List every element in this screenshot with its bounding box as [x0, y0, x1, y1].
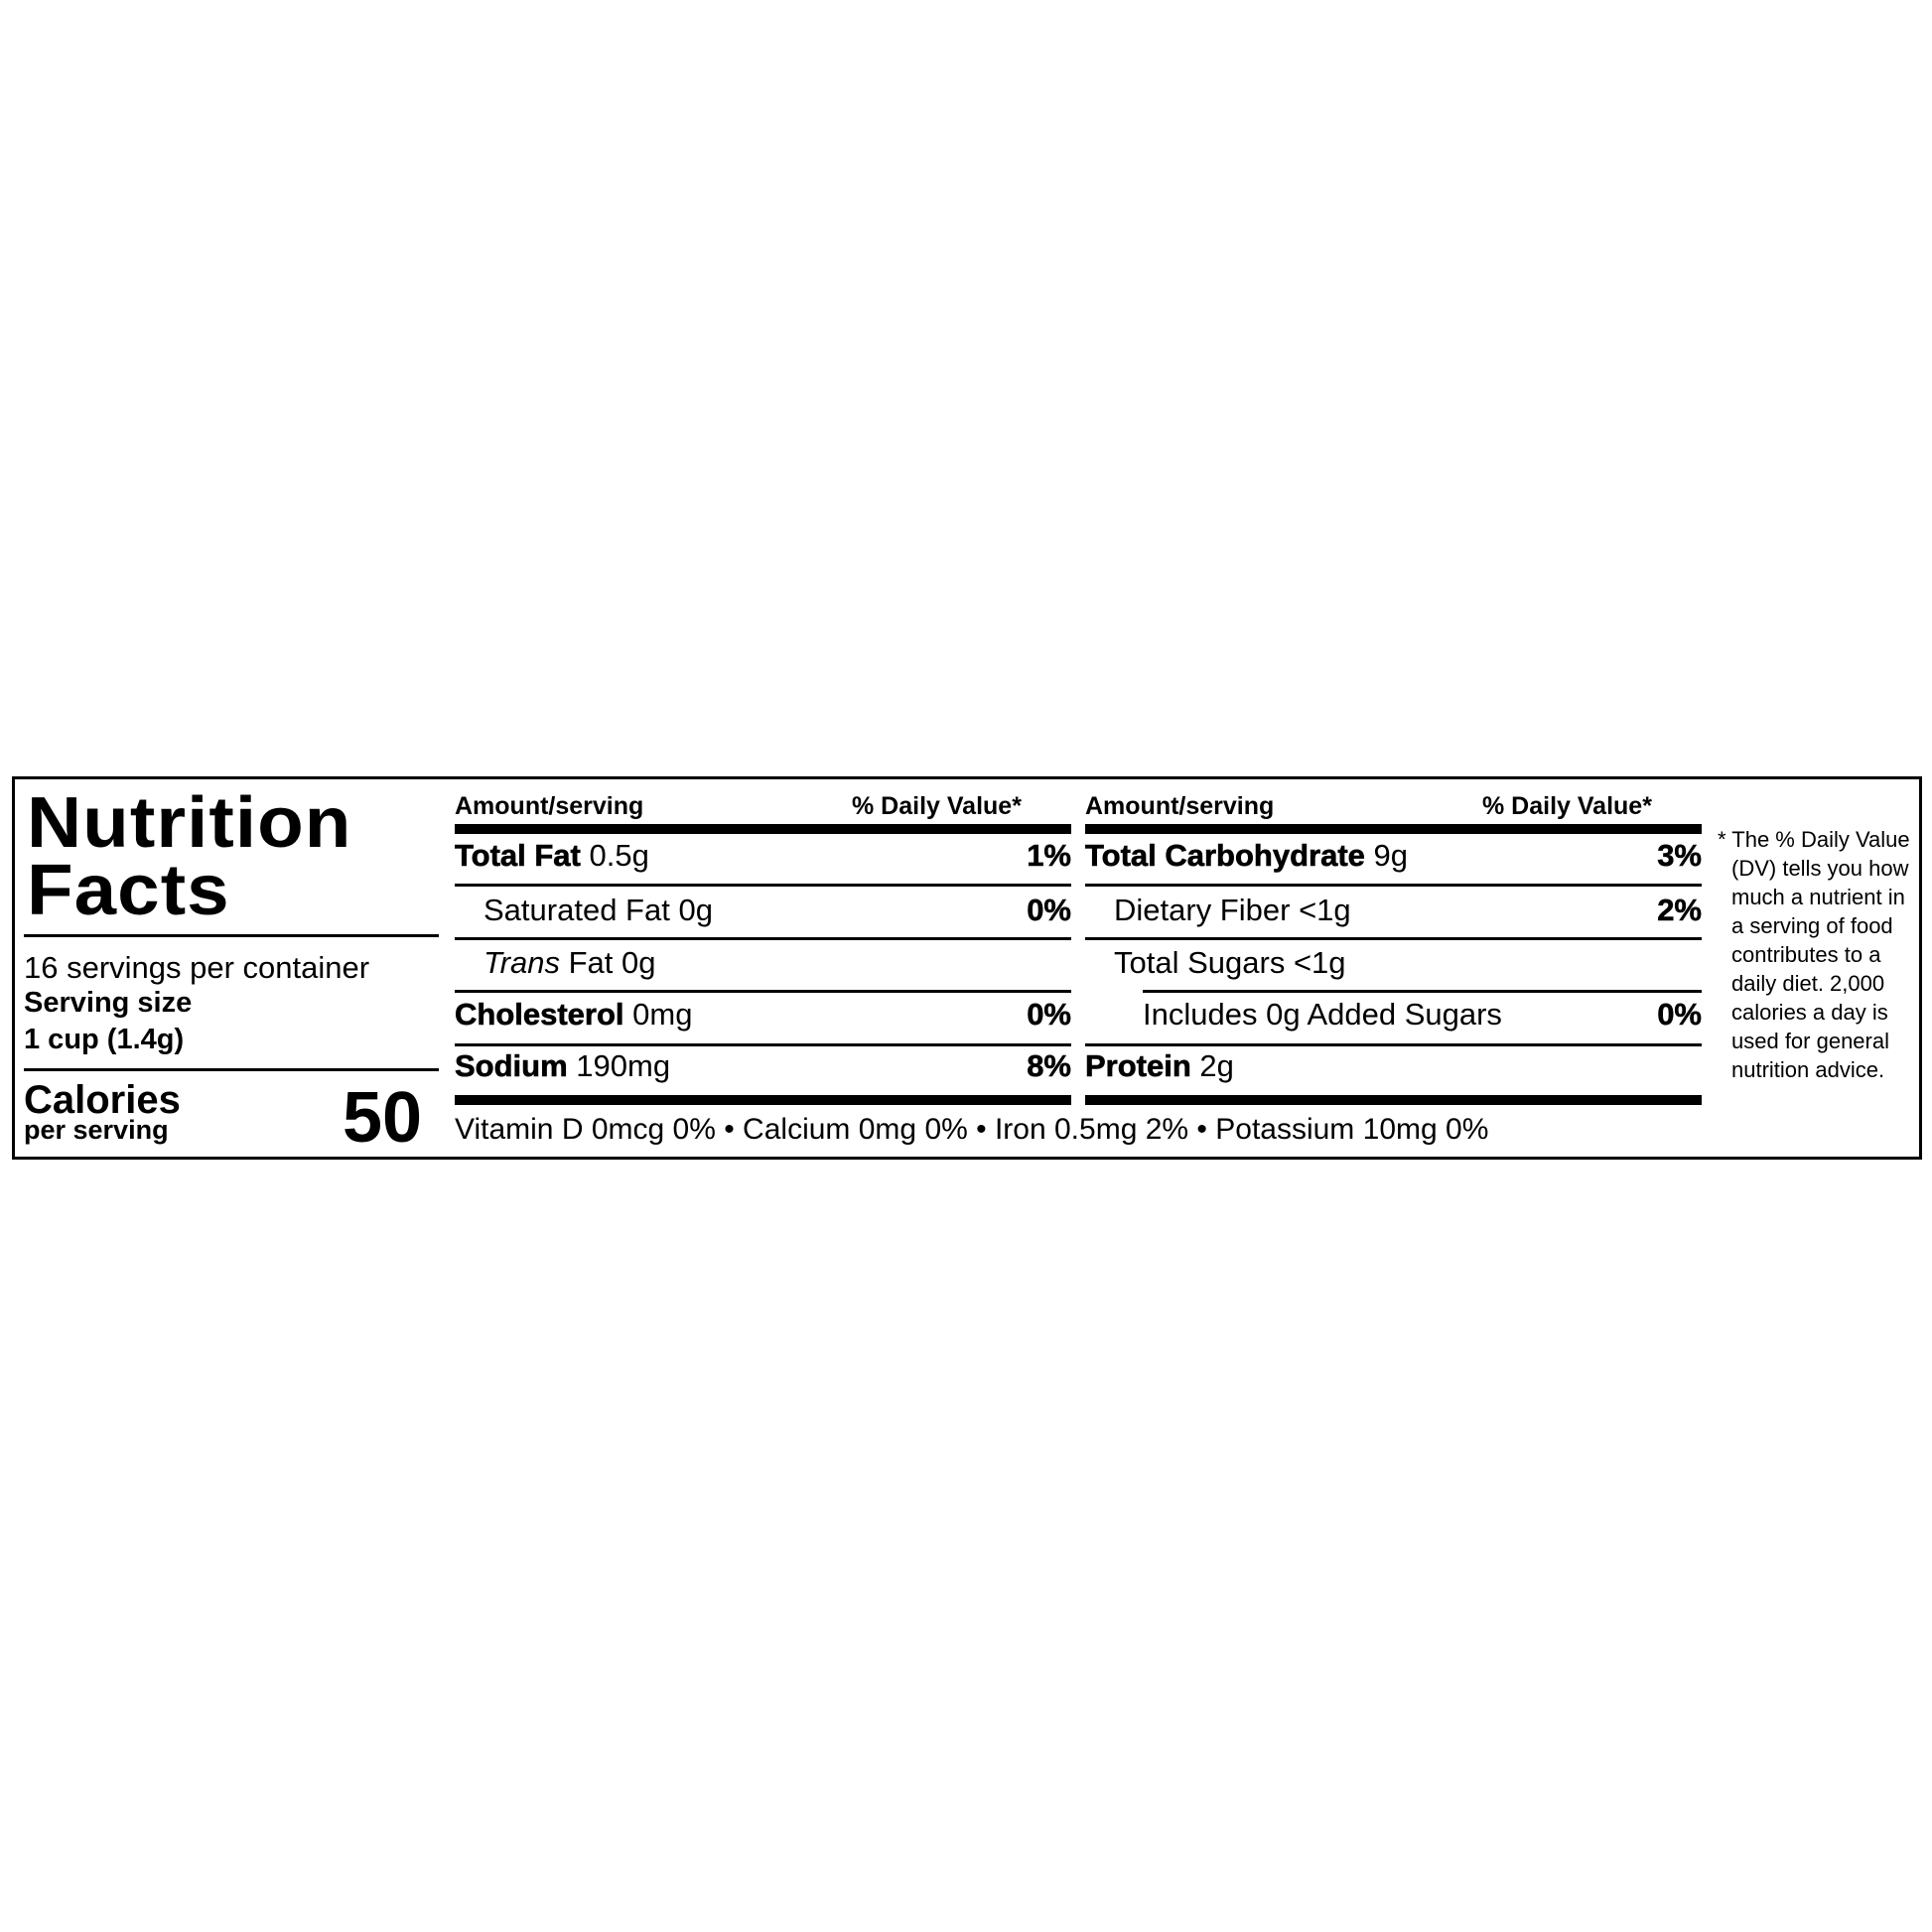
serving-size-label: Serving size — [24, 987, 193, 1019]
footnote-line: used for general — [1731, 1029, 1889, 1053]
nutrient-amount: <1g — [1293, 945, 1346, 980]
vitamins-minerals-line: Vitamin D 0mcg 0% • Calcium 0mg 0% • Iron 0.5mg 2% • Potassium 10mg 0% — [455, 1113, 1489, 1146]
row-divider — [1085, 937, 1702, 940]
footnote-line: (DV) tells you how — [1731, 856, 1909, 881]
row-dietary-fiber — [1114, 891, 1702, 930]
calories-value: 50 — [343, 1078, 423, 1158]
serving-size-value: 1 cup (1.4g) — [24, 1024, 185, 1055]
nutrient-name-suffix: Fat — [559, 945, 614, 980]
serving-divider — [24, 1068, 439, 1071]
title-line-1: Nutrition — [27, 783, 352, 863]
row-divider — [455, 884, 1071, 887]
bottom-rule-left — [455, 1095, 1071, 1105]
nutrient-name: Cholesterol — [455, 997, 624, 1032]
nutrient-name: Includes 0g Added Sugars — [1143, 997, 1502, 1032]
nutrient-amount: 2g — [1199, 1048, 1234, 1083]
nutrient-name: Dietary Fiber — [1114, 893, 1291, 927]
footnote-line: calories a day is — [1731, 1000, 1888, 1025]
nutrient-dv: 0% — [1027, 893, 1071, 927]
nutrient-amount: <1g — [1299, 893, 1351, 927]
nutrition-facts-panel — [12, 776, 1922, 1160]
nutrient-dv: 0% — [1657, 997, 1702, 1032]
header-amount-left: Amount/serving — [455, 792, 644, 820]
nutrient-dv: 2% — [1657, 893, 1702, 927]
nutrient-name: Total Carbohydrate — [1085, 838, 1365, 873]
nutrient-name: Saturated Fat — [483, 893, 670, 927]
nutrient-amount: 0.5g — [589, 838, 649, 873]
calories-sub-label: per serving — [24, 1115, 169, 1145]
daily-value-footnote — [1718, 825, 1910, 1084]
footnote-line: nutrition advice. — [1731, 1057, 1885, 1082]
servings-per-container: 16 servings per container — [24, 950, 370, 985]
nutrient-amount: 0g — [621, 945, 656, 980]
header-dv-right: % Daily Value* — [1482, 792, 1652, 820]
row-saturated-fat — [483, 891, 1071, 930]
title — [27, 783, 352, 930]
row-total-fat — [455, 836, 1071, 876]
nutrient-name: Total Fat — [455, 838, 581, 873]
footnote-line: a serving of food — [1731, 913, 1893, 938]
row-cholesterol — [455, 995, 1071, 1035]
header-rule-left — [455, 824, 1071, 834]
nutrient-name: Total Sugars — [1114, 945, 1286, 980]
nutrient-amount: 190mg — [576, 1048, 671, 1083]
header-rule-right — [1085, 824, 1702, 834]
title-divider — [24, 934, 439, 937]
footnote-line: daily diet. 2,000 — [1731, 971, 1885, 996]
row-divider — [455, 937, 1071, 940]
nutrient-name: Sodium — [455, 1048, 568, 1083]
calories-label: Calories — [24, 1078, 181, 1122]
nutrient-amount: 9g — [1373, 838, 1409, 873]
nutrient-dv: 0% — [1027, 997, 1071, 1032]
nutrient-dv: 3% — [1657, 838, 1702, 873]
row-divider — [455, 990, 1071, 993]
nutrient-amount: 0mg — [632, 997, 693, 1032]
row-added-sugars — [1143, 995, 1702, 1035]
title-line-2: Facts — [27, 851, 230, 930]
header-dv-left: % Daily Value* — [852, 792, 1022, 820]
row-trans-fat — [483, 943, 1071, 983]
bottom-rule-right — [1085, 1095, 1702, 1105]
row-protein — [1085, 1046, 1702, 1086]
row-total-sugars — [1114, 943, 1702, 983]
row-sodium — [455, 1046, 1071, 1086]
nutrient-dv: 1% — [1027, 838, 1071, 873]
row-divider-indented — [1143, 990, 1702, 993]
nutrient-amount: 0g — [678, 893, 713, 927]
footnote-line: much a nutrient in — [1731, 885, 1905, 909]
nutrient-name: Protein — [1085, 1048, 1191, 1083]
footnote-line: contributes to a — [1731, 942, 1881, 967]
footnote-line: * The % Daily Value — [1718, 827, 1910, 852]
header-amount-right: Amount/serving — [1085, 792, 1275, 820]
nutrient-dv: 8% — [1027, 1048, 1071, 1083]
nutrient-name: Trans — [483, 945, 560, 980]
row-divider — [1085, 884, 1702, 887]
row-total-carbohydrate — [1085, 836, 1702, 876]
